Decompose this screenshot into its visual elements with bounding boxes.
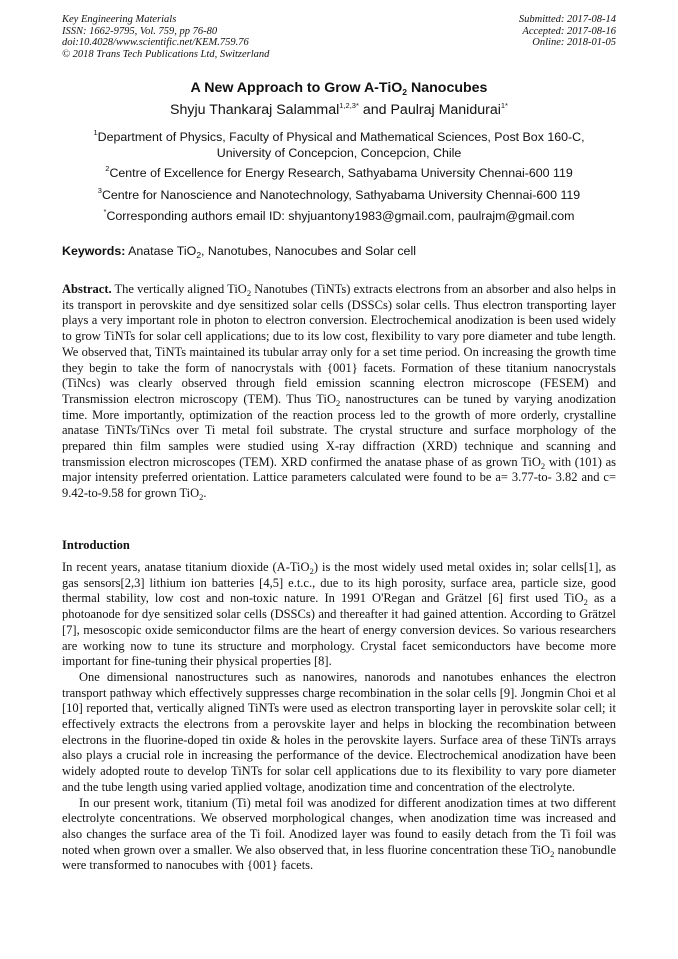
- intro-paragraph-2: One dimensional nanostructures such as nanowires, nanorods and nanotubes enhances the electron transport pathway which effectively suppresses charge recombination in the solar cells [9]. Jongmin Choi et al [10] reported that, vertically aligned TiNTs were used as electron transporting layer in perovskite solar cell; it effectively extracts the electrons from a perovskite layer and helps in blocking the recombination between electrons in the fluorine-doped tin oxide & holes in the perovskite layers. Surface area of these TiNTs arrays also plays a crucial role in increasing the performance of the device. Electrochemical anodization have been widely adopted route to develop TiNTs for solar cell applications due to its flexibility to vary pore diameter and the tube length using varied applied voltage, anodization time and concentration of the electrolyte.: [62, 669, 616, 794]
- journal-header-right: [519, 14, 616, 49]
- affiliation-1-line-1: Department of Physics, Faculty of Physical and Mathematical Sciences, Post Box 160-C,: [97, 130, 585, 144]
- author-1-affiliation: 1,2,3*: [339, 101, 359, 110]
- intro-p3-sub: 2: [550, 848, 555, 859]
- corresponding-email-text: Corresponding authors email ID: shyjuantony1983@gmail.com, paulrajm@gmail.com: [106, 209, 575, 223]
- intro-p1-sub-2: 2: [583, 597, 588, 608]
- affiliation-3-number: 3: [97, 186, 102, 195]
- doi-line: doi:10.4028/www.scientific.net/KEM.759.76: [62, 37, 249, 49]
- intro-p1-sub-1: 2: [309, 566, 314, 576]
- journal-name: Key Engineering Materials: [62, 14, 177, 25]
- author-joiner: and: [358, 102, 391, 118]
- title-tail: Nanocubes: [407, 80, 488, 96]
- keywords-part-1: Anatase TiO: [125, 244, 197, 258]
- intro-p3-text-a: In our present work, titanium (Ti) metal foil was anodized for different anodization times at two different electrolyte concentrations. We observed morphological changes, when anodization time was increased and also changes the surface area of the Ti foil. Anodized layer was found to easily detach from the Ti foil was noted when grown over a smaller. We also observed that, in less fluorine concentration these TiO: [62, 795, 616, 857]
- intro-paragraph-1: [62, 560, 616, 670]
- copyright-line: © 2018 Trans Tech Publications Ltd, Switzerland: [62, 48, 270, 60]
- author-1: Shyju Thankaraj Salammal: [170, 102, 340, 118]
- title-main: A New Approach to Grow A-TiO: [190, 80, 403, 96]
- abstract-text-4: with (101) as major intensity preferred orientation. Lattice parameters calculated were found to be a= 3.77-to- 3.82 and c= 9.42-to-9.58 for grown TiO: [62, 454, 616, 501]
- abstract-text-3: nanostructures can be tuned by varying anodization time. More importantly, optimization of the reaction process led to the growth of more orderly, crystalline anatase TiNTs/TiNcs over Ti metal foil substrate. The crystal structure and surface morphology of the prepared thin film samples were studied using X-ray diffraction (XRD) technique and scanning and transmission electron microscopes (TEM). XRD confirmed the anatase phase of as grown TiO: [62, 391, 617, 469]
- author-2-affiliation: 1*: [500, 101, 508, 110]
- abstract-label: Abstract.: [62, 282, 112, 296]
- online-date: Online: 2018-01-05: [532, 37, 616, 49]
- affiliation-2: [62, 166, 616, 182]
- corresponding-author: [62, 209, 616, 225]
- accepted-date: Accepted: 2017-08-16: [522, 25, 616, 37]
- abstract-text-2: Nanotubes (TiNTs) extracts electrons from an absorber and also helps in its transport in perovskite and dye sensitized solar cells (DSSCs) solar cells. Thus electron transporting layer plays a very important role in photon to electron conversion. Electrochemical anodization is been used widely to grow TiNTs for solar cell applications; due to its low cost, flexibility to vary pore diameter and tube length. We observed that, TiNTs maintained its tubular array only for a set time period. On increasing the growth time they begin to take the form of nanocrystals with {001} facets. Formation of these titanium nanocrystals (TiNcs) was clearly observed through field emission scanning electron microscope (FESEM) and Transmission electron microscopy (TEM). Thus TiO: [62, 282, 616, 406]
- keywords-subscript: 2: [196, 250, 202, 260]
- author-list: [0, 102, 678, 118]
- title-subscript: 2: [402, 87, 408, 97]
- intro-p1-text-c: as a photoanode for dye sensitized solar cells (DSSCs) and thereafter it had gained attention. According to Grätzel [7], mesoscopic oxide semiconductor films are the heart of energy conversion devices. So various researchers are working now to tune its structure and morphology. Crystal facet semiconductors have become more important for fine-tuning their physical properties [8].: [62, 591, 617, 669]
- abstract-sub-1: 2: [246, 288, 252, 298]
- affiliation-3: [62, 188, 616, 204]
- intro-p3-text-b: nanobundle were transformed to nanocubes with {001} facets.: [62, 842, 616, 873]
- abstract-sub-3: 2: [540, 460, 546, 471]
- author-2: Paulraj Manidurai: [390, 102, 501, 118]
- affiliation-2-number: 2: [105, 164, 110, 173]
- keywords-part-2: , Nanotubes, Nanocubes and Solar cell: [201, 244, 416, 258]
- paper-title: [0, 80, 678, 96]
- abstract-text-5: .: [203, 486, 207, 501]
- keywords: [62, 244, 616, 258]
- introduction-body: [62, 560, 616, 874]
- issn-line: ISSN: 1662-9795, Vol. 759, pp 76-80: [62, 25, 218, 37]
- abstract-text-1: The vertically aligned TiO: [111, 282, 247, 296]
- affiliation-1-number: 1: [93, 128, 98, 137]
- intro-p1-text-b: ) is the most widely used metal oxides in; solar cells[1], as gas sensors[2,3] lithium ion batteries [4,5] e.t.c., due to its high porosity, surface area, particle size, good thermal stability, low cost and non-toxic nature. In 1991 O'Regan and Grätzel [6] first used TiO: [62, 560, 616, 606]
- intro-p1-text-a: In recent years, anatase titanium dioxide (A-TiO: [62, 560, 310, 574]
- affiliation-1: [62, 130, 616, 161]
- journal-header-left: [62, 14, 269, 60]
- abstract-sub-2: 2: [335, 397, 341, 408]
- affiliation-1-line-2: University of Concepcion, Concepcion, Chile: [216, 145, 462, 160]
- submitted-date: Submitted: 2017-08-14: [518, 14, 616, 25]
- introduction-heading: Introduction: [62, 538, 130, 552]
- abstract-sub-4: 2: [199, 492, 204, 503]
- affiliation-3-text: Centre for Nanoscience and Nanotechnology, Sathyabama University Chennai-600 119: [101, 188, 581, 202]
- abstract: [62, 282, 616, 502]
- intro-paragraph-3: [62, 796, 616, 875]
- affiliation-2-text: Centre of Excellence for Energy Research, Sathyabama University Chennai-600 119: [109, 166, 573, 180]
- keywords-label: Keywords:: [62, 244, 126, 258]
- corresponding-marker: *: [103, 207, 107, 216]
